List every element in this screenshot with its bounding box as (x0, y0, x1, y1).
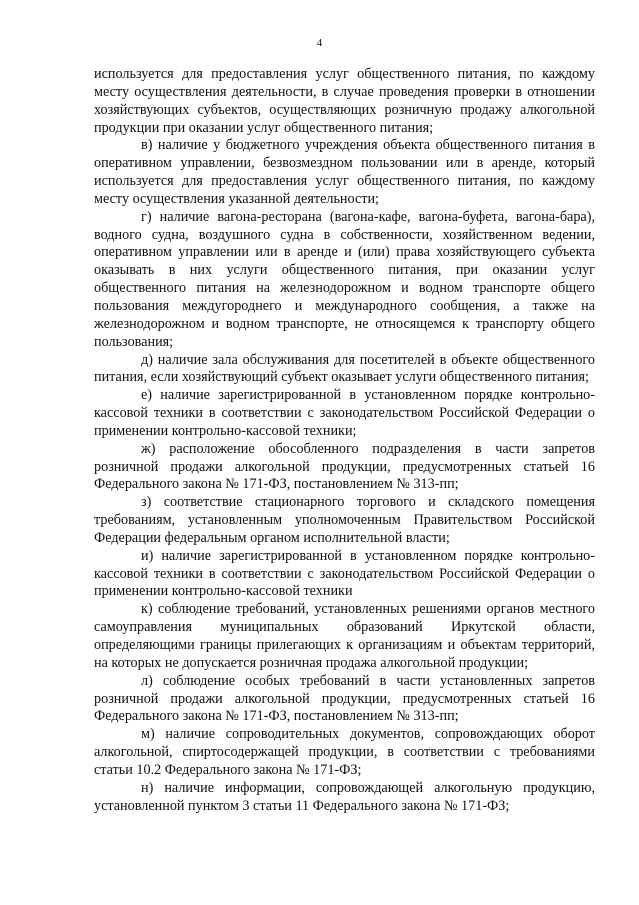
paragraph-item-l: л) соблюдение особых требований в части установленных запретов розничной продажи алкогольной продукции, предусмотренных статьей 16 Федерального закона № 171-ФЗ, постановлением № 313-пп; (94, 672, 595, 725)
page-number: 4 (316, 37, 323, 49)
paragraph-item-d: д) наличие зала обслуживания для посетителей в объекте общественного питания, если хозяйствующий субъект оказывает услуги общественного питания; (94, 351, 595, 386)
paragraph-item-zh: ж) расположение обособленного подразделения в части запретов розничной продажи алкогольной продукции, предусмотренных статьей 16 Федерального закона № 171-ФЗ, постановлением № 313-пп; (94, 440, 595, 493)
paragraph-item-n: н) наличие информации, сопровождающей алкогольную продукцию, установленной пунктом 3 статьи 11 Федерального закона № 171-ФЗ; (94, 779, 595, 814)
paragraph-continuation: используется для предоставления услуг общественного питания, по каждому месту осуществления деятельности, в случае проведения проверки в отношении хозяйствующих субъектов, осуществляющих розничную продажу алкогольной продукции при оказании услуг общественного питания; (94, 66, 595, 136)
paragraph-item-m: м) наличие сопроводительных документов, сопровождающих оборот алкогольной, спиртосодержащей продукции, в соответствии с требованиями статьи 10.2 Федерального закона № 171-ФЗ; (94, 726, 595, 778)
paragraph-item-k: к) соблюдение требований, установленных решениями органов местного самоуправления муниципальных образований Иркутской области, определяющими границы прилегающих к организациям и объектам территорий, на которых не допускается розничная продажа алкогольной продукции; (94, 601, 595, 671)
paragraph-item-z: з) соответствие стационарного торгового и складского помещения требованиям, установленным уполномоченным Правительством Российской Федерации федеральным органом исполнительной власти; (94, 494, 595, 546)
paragraph-item-e: е) наличие зарегистрированной в установленном порядке контрольно-кассовой техники в соответствии с законодательством Российской Федерации о применении контрольно-кассовой техники; (94, 387, 595, 439)
paragraph-item-g: г) наличие вагона-ресторана (вагона-кафе, вагона-буфета, вагона-бара), водного судна, воздушного судна в собственности, хозяйственном ведении, оперативном управлении или в аренде и (или) права хозяйствующего субъекта оказывать в них услуги общественного питания, при оказании услуг общественного питания на железнодорожном и водном транспорте общего пользования междугороднего и международного сообщения, а также на железнодорожном и водном транспорте, не относящемся к транспорту общего пользования; (94, 208, 595, 350)
paragraph-item-v: в) наличие у бюджетного учреждения объекта общественного питания в оперативном управлении, безвозмездном пользовании или в аренде, который используется для предоставления услуг общественного питания, по каждому месту осуществления указанной деятельности; (94, 137, 595, 207)
document-body (94, 66, 595, 815)
paragraph-item-i: и) наличие зарегистрированной в установленном порядке контрольно-кассовой техники в соответствии с законодательством Российской Федерации о применении контрольно-кассовой техники (94, 547, 595, 600)
